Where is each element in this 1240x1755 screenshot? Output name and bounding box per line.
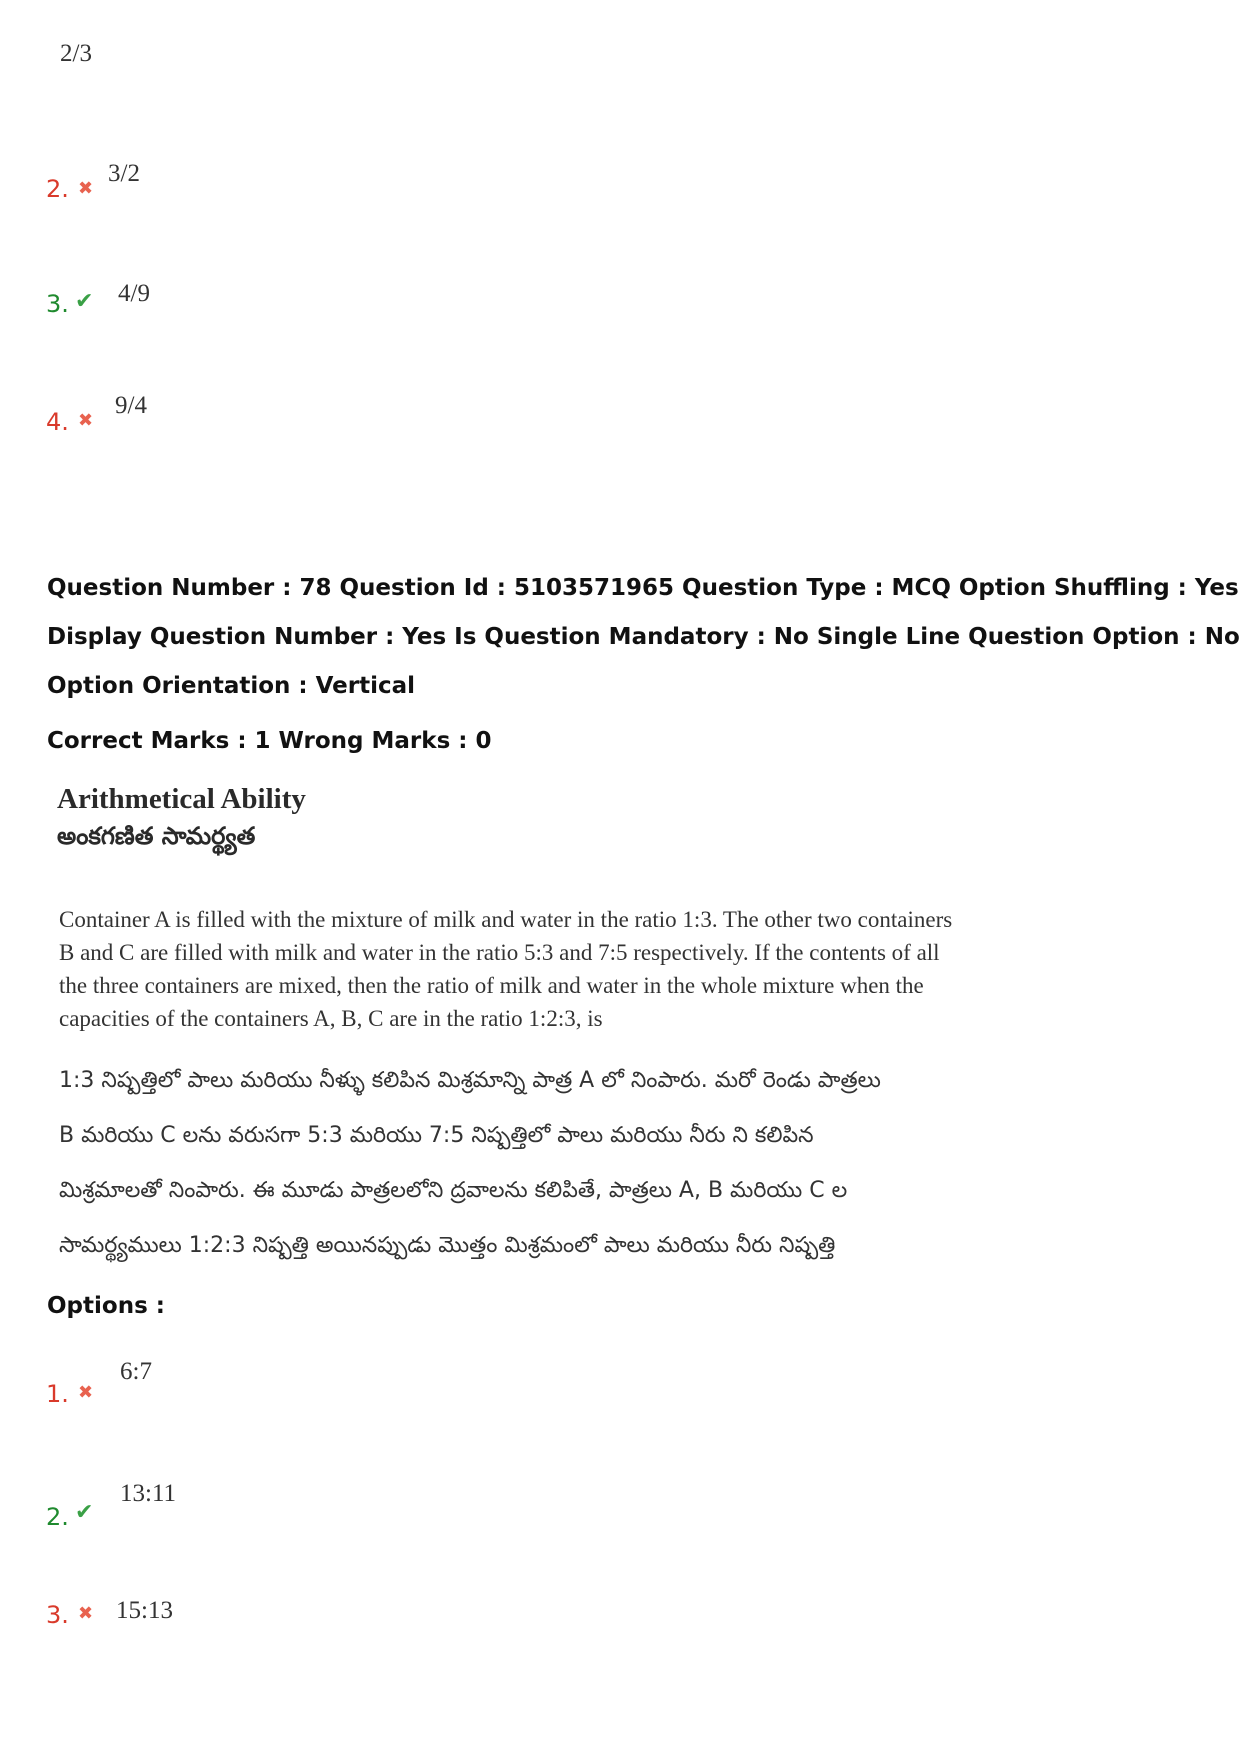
- option-2: [46, 1503, 69, 1531]
- question-meta-line-1: Question Number : 78 Question Id : 5103571965 Question Type : MCQ Option Shuffling : Yes: [47, 575, 1239, 601]
- option-1-value: 6:7: [120, 1358, 152, 1385]
- prev-option-2: [46, 175, 69, 203]
- question-text-te-line-4: సామర్థ్యములు 1:2:3 నిష్పత్తి అయినప్పుడు మొత్తం మిశ్రమంలో పాలు మరియు నీరు నిష్పత్తి: [59, 1233, 836, 1258]
- question-meta-line-3: Option Orientation : Vertical: [47, 673, 416, 699]
- section-title-en: Arithmetical Ability: [57, 783, 306, 815]
- question-text-te-line-2: B మరియు C లను వరుసగా 5:3 మరియు 7:5 నిష్పత్తిలో పాలు మరియు నీరు ని కలిపిన: [59, 1123, 814, 1148]
- option-1-number: 1.: [46, 1380, 69, 1408]
- check-icon: ✔: [75, 1500, 94, 1525]
- cross-icon: ✖: [78, 1603, 94, 1624]
- prev-option-3-number: 3.: [46, 290, 69, 318]
- prev-option-4-number: 4.: [46, 408, 69, 436]
- cross-icon: ✖: [78, 410, 94, 431]
- question-text-en: Container A is filled with the mixture of milk and water in the ratio 1:3. The other two containers B and C are filled with milk and water in the ratio 5:3 and 7:5 respectively. If the contents of all the three containers are mixed, then the ratio of milk and water in the whole mixture when the capacities of the containers A, B, C are in the ratio 1:2:3, is: [59, 907, 953, 1031]
- prev-option-4-value: 9/4: [115, 392, 147, 419]
- option-2-number: 2.: [46, 1503, 69, 1531]
- check-icon: ✔: [75, 289, 94, 314]
- prev-option-4: [46, 408, 69, 436]
- option-3: [46, 1601, 69, 1629]
- option-2-value: 13:11: [120, 1480, 177, 1507]
- question-meta-line-2: Display Question Number : Yes Is Question Mandatory : No Single Line Question Option : No: [47, 624, 1240, 650]
- options-label: Options :: [47, 1293, 165, 1319]
- cross-icon: ✖: [78, 1382, 94, 1403]
- option-3-number: 3.: [46, 1601, 69, 1629]
- question-text-te-line-3: మిశ్రమాలతో నింపారు. ఈ మూడు పాత్రలలోని ద్రవాలను కలిపితే, పాత్రలు A, B మరియు C ల: [59, 1178, 848, 1203]
- marks-line: Correct Marks : 1 Wrong Marks : 0: [47, 728, 492, 754]
- prev-option-2-value: 3/2: [108, 160, 140, 187]
- option-3-value: 15:13: [116, 1597, 173, 1624]
- section-title-te: అంకగణిత సామర్థ్యత: [57, 822, 256, 850]
- question-text-te-line-1: 1:3 నిష్పత్తిలో పాలు మరియు నీళ్ళు కలిపిన మిశ్రమాన్ని పాత్ర A లో నింపారు. మరో రెండు పాత్రలు: [59, 1068, 881, 1093]
- prev-option-2-number: 2.: [46, 175, 69, 203]
- cross-icon: ✖: [78, 178, 94, 199]
- option-1: [46, 1380, 69, 1408]
- prev-option-1-value: 2/3: [60, 40, 92, 67]
- prev-option-3: [46, 290, 69, 318]
- prev-option-3-value: 4/9: [118, 280, 150, 307]
